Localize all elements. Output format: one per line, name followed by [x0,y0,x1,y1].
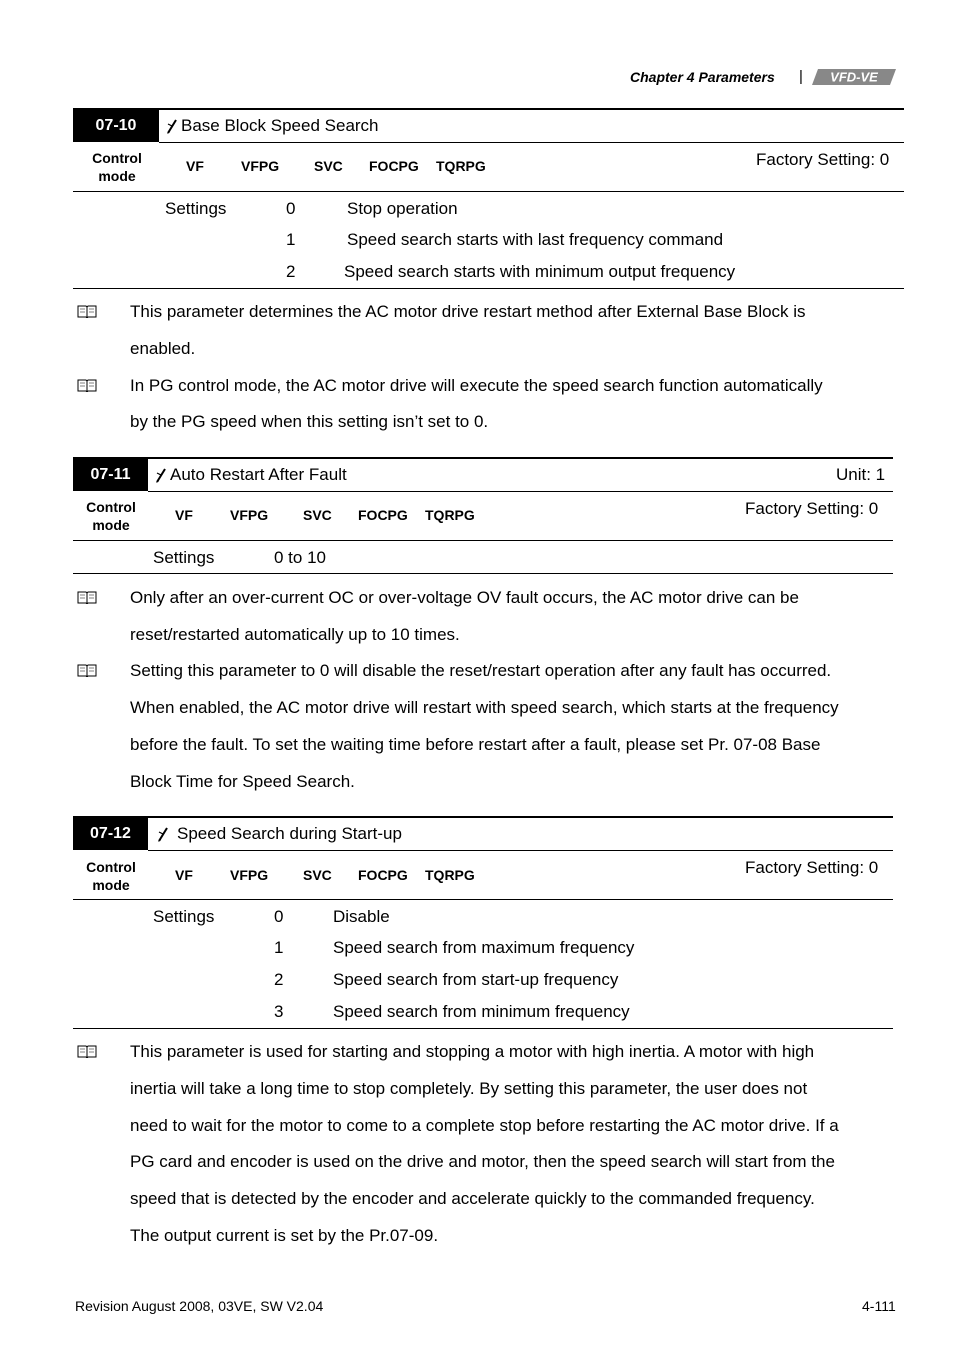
param-top-rule [73,816,893,818]
note-book-icon [77,663,97,677]
note-book-icon [77,378,97,392]
setting-desc: Disable [333,907,390,926]
settings-label: Settings [165,199,227,218]
param-title [166,113,379,139]
note-line: The output current is set by the Pr.07-09. [130,1226,439,1245]
param-id: 07-10 [73,110,159,142]
settings-rule [73,573,893,574]
control-mode-rule [73,540,893,541]
settings-rule [73,288,904,289]
mode-vfpg: VFPG [230,507,269,523]
control-mode-label: Control mode [86,499,136,533]
note-line: need to wait for the motor to come to a complete stop before restarting the AC motor drive. If a [130,1116,839,1135]
note-book-icon [77,1044,97,1058]
param-title [157,821,402,847]
factory-setting: Factory Setting: 0 [745,499,879,518]
param-title-text: Base Block Speed Search [181,116,379,135]
setting-value: 0 [286,199,296,218]
footer-page-number: 4-111 [862,1298,896,1314]
mode-focpg: FOCPG [369,158,419,174]
setting-desc: Stop operation [347,199,458,218]
setting-desc: Speed search starts with minimum output frequency [344,262,736,281]
mode-vf: VF [175,507,193,523]
mode-vfpg: VFPG [241,158,280,174]
setting-value: 3 [274,1002,284,1021]
vfd-ve-logo [812,68,896,86]
param-title [155,462,347,488]
note-line: PG card and encoder is used on the drive and motor, then the speed search will start from the [130,1152,835,1171]
note-line: before the fault. To set the waiting time before restart after a fault, please set Pr. 07-08 Base [130,735,821,754]
note-line: This parameter determines the AC motor drive restart method after External Base Block is [130,302,806,321]
setting-desc: Speed search starts with last frequency command [347,230,724,249]
note-line: Block Time for Speed Search. [130,772,355,791]
param-id: 07-12 [73,818,148,850]
param-id: 07-11 [73,459,148,491]
param-top-rule [73,108,904,110]
control-mode-rule [73,191,904,192]
note-line: This parameter is used for starting and stopping a motor with high inertia. A motor with high [130,1042,815,1061]
note-line: reset/restarted automatically up to 10 times. [130,625,460,644]
control-mode-label: Control mode [92,150,142,184]
param-title-text: Auto Restart After Fault [170,465,347,484]
control-mode-label: Control mode [86,859,136,893]
footer-revision: Revision August 2008, 03VE, SW V2.04 [75,1298,324,1314]
note-line: In PG control mode, the AC motor drive will execute the speed search function automatically [130,376,823,395]
param-unit: Unit: 1 [836,465,886,484]
chapter-title: Chapter 4 Parameters [630,69,775,85]
setting-value: 1 [274,938,284,957]
pen-icon [155,467,167,483]
mode-tqrpg: TQRPG [425,507,475,523]
note-line: inertia will take a long time to stop completely. By setting this parameter, the user does not [130,1079,808,1098]
mode-focpg: FOCPG [358,867,408,883]
param-top-rule [73,457,893,459]
setting-value: 0 to 10 [274,548,326,567]
param-title-rule [148,850,893,851]
control-mode-rule [73,899,893,900]
mode-tqrpg: TQRPG [425,867,475,883]
setting-value: 0 [274,907,284,926]
param-title-text: Speed Search during Start-up [177,824,402,843]
mode-vf: VF [186,158,204,174]
pen-icon [166,118,178,134]
header-separator: | [799,68,803,85]
mode-tqrpg: TQRPG [436,158,486,174]
setting-desc: Speed search from start-up frequency [333,970,619,989]
mode-vf: VF [175,867,193,883]
note-book-icon [77,304,97,318]
setting-value: 2 [286,262,296,281]
setting-value: 2 [274,970,284,989]
setting-desc: Speed search from minimum frequency [333,1002,630,1021]
vfd-ve-logo-text: VFD-VE [830,69,878,85]
param-title-rule [159,142,904,143]
factory-setting: Factory Setting: 0 [756,150,890,169]
pen-icon [157,826,169,842]
mode-svc: SVC [303,867,332,883]
setting-desc: Speed search from maximum frequency [333,938,635,957]
mode-svc: SVC [303,507,332,523]
note-line: Only after an over-current OC or over-voltage OV fault occurs, the AC motor drive can be [130,588,799,607]
note-line: by the PG speed when this setting isn’t set to 0. [130,412,489,431]
note-line: enabled. [130,339,196,358]
param-title-rule [148,491,893,492]
note-line: When enabled, the AC motor drive will restart with speed search, which starts at the frequency [130,698,839,717]
note-line: speed that is detected by the encoder and accelerate quickly to the commanded frequency. [130,1189,815,1208]
mode-focpg: FOCPG [358,507,408,523]
setting-value: 1 [286,230,296,249]
mode-vfpg: VFPG [230,867,269,883]
factory-setting: Factory Setting: 0 [745,858,879,877]
note-line: Setting this parameter to 0 will disable the reset/restart operation after any fault has occurred. [130,661,832,680]
mode-svc: SVC [314,158,343,174]
settings-label: Settings [153,548,215,567]
settings-label: Settings [153,907,215,926]
settings-rule [73,1028,893,1029]
note-book-icon [77,590,97,604]
